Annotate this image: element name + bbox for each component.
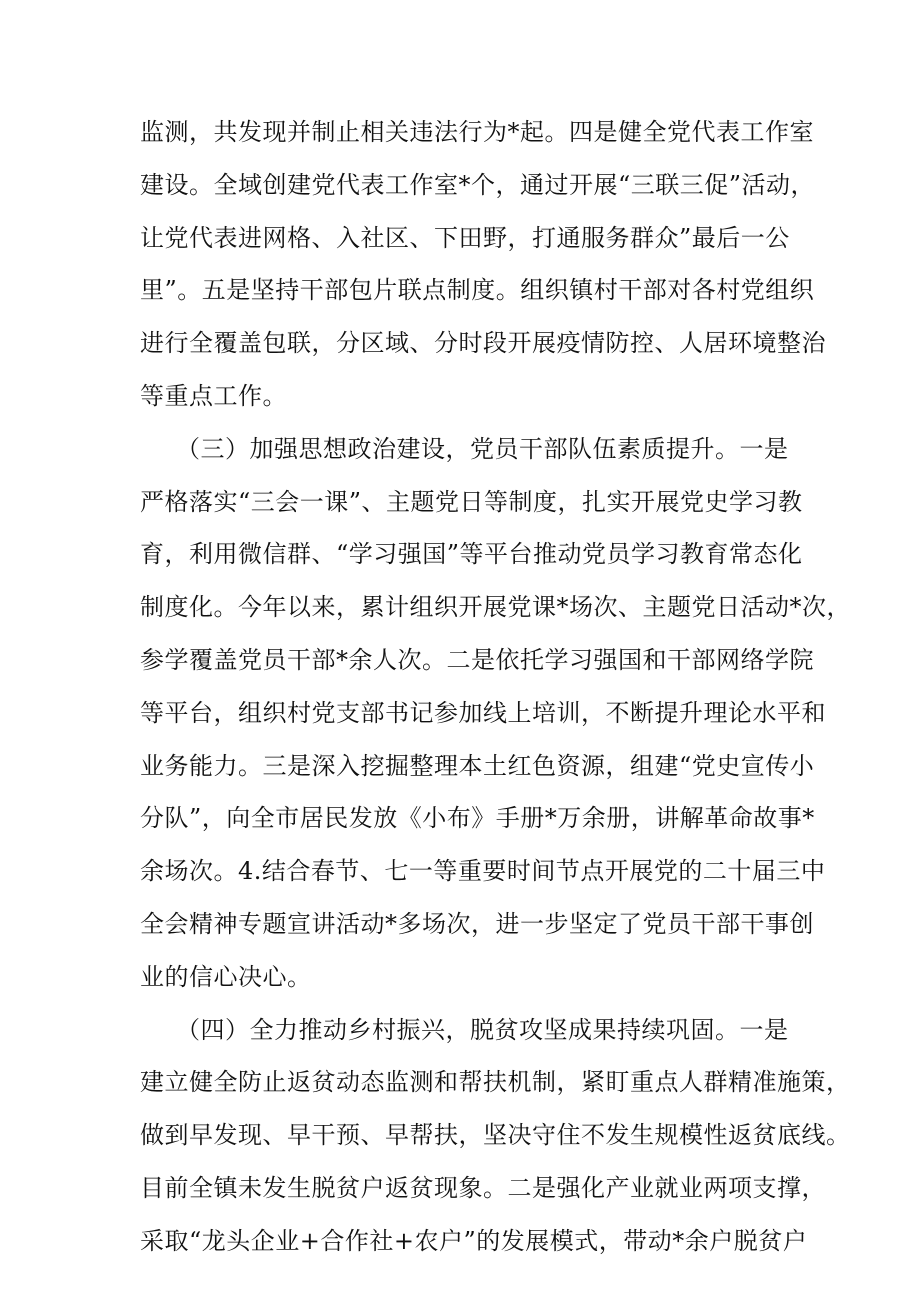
text-line: 里”。五是坚持干部包片联点制度。组织镇村干部对各村党组织 — [140, 276, 815, 305]
text-line: 余场次。4.结合春节、七一等重要时间节点开展党的二十届三中 — [140, 857, 826, 886]
text-line: 让党代表进网格、入社区、下田野，打通服务群众”最后一公 — [140, 223, 790, 252]
text-line: 采取“龙头企业+合作社+农户”的发展模式，带动*余户脱贫户 — [140, 1226, 808, 1255]
text-line: 做到早发现、早干预、早帮扶，坚决守住不发生规模性返贫底线。 — [140, 1121, 851, 1150]
text-line: 监测，共发现并制止相关违法行为*起。四是健全党代表工作室 — [140, 118, 814, 146]
section-heading-line: （三）加强思想政治建设，党员干部队伍素质提升。一是 — [176, 434, 789, 463]
text-line: 业的信心决心。 — [140, 962, 312, 991]
text-line: 严格落实“三会一课”、主题党日等制度，扎实开展党史学习教 — [140, 487, 803, 516]
text-line: 全会精神专题宣讲活动*多场次，进一步坚定了党员干部干事创 — [140, 909, 814, 938]
text-line: 目前全镇未发生脱贫户返贫现象。二是强化产业就业两项支撑， — [140, 1173, 826, 1202]
text-line: 建立健全防止返贫动态监测和帮扶机制，紧盯重点人群精准施策， — [140, 1068, 851, 1097]
text-line: 参学覆盖党员干部*余人次。二是依托学习强国和干部网络学院 — [140, 645, 814, 674]
text-line: 进行全覆盖包联，分区域、分时段开展疫情防控、人居环境整治 — [140, 329, 826, 358]
text-line: 等重点工作。 — [140, 381, 287, 410]
text-line: 业务能力。三是深入挖掘整理本土红色资源，组建“党史宣传小 — [140, 751, 815, 780]
text-line: 分队”，向全市居民发放《小布》手册*万余册，讲解革命故事* — [140, 804, 815, 833]
text-line: 建设。全域创建党代表工作室*个，通过开展“三联三促”活动， — [140, 170, 816, 199]
text-line: 等平台，组织村党支部书记参加线上培训，不断提升理论水平和 — [140, 698, 826, 727]
text-line: 制度化。今年以来，累计组织开展党课*场次、主题党日活动*次， — [140, 593, 851, 622]
section-heading-line: （四）全力推动乡村振兴，脱贫攻坚成果持续巩固。一是 — [176, 1015, 789, 1044]
document-body — [140, 106, 851, 1268]
text-line: 育，利用微信群、“学习强国”等平台推动党员学习教育常态化 — [140, 540, 803, 569]
